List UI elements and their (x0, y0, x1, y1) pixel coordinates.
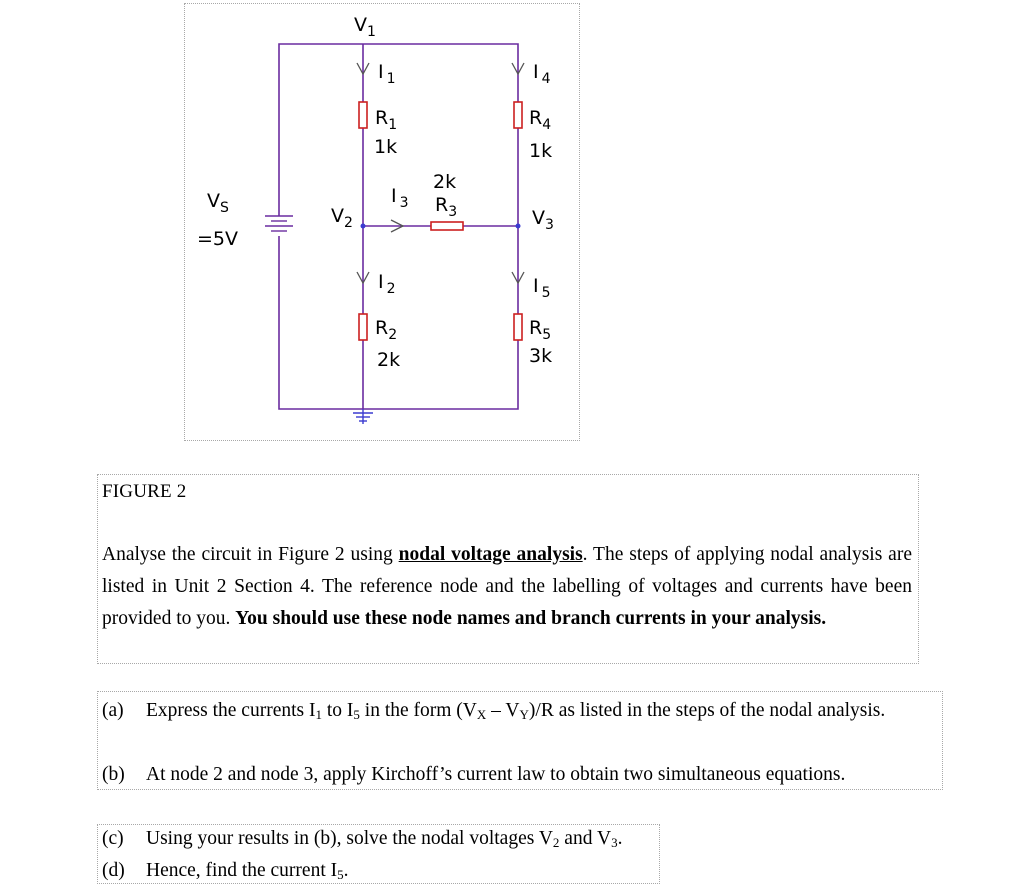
ground-symbol (353, 409, 373, 424)
node-v2-dot (361, 224, 366, 229)
r4-value: 1k (529, 140, 553, 162)
figure-title: FIGURE 2 (102, 481, 187, 502)
resistor-r2 (359, 314, 367, 340)
i3-label: I $_3$ (391, 185, 409, 211)
i1-label: I $_1$ (378, 61, 396, 87)
question-d-text: Hence, find the current $I_5$. (146, 860, 349, 882)
v2-label: $V_2$ (331, 205, 353, 231)
vs-value: =5V (197, 228, 239, 250)
resistor-r3 (431, 222, 463, 230)
r1-value: 1k (374, 136, 398, 158)
i5-label: I $_5$ (533, 275, 551, 301)
r1-label: $R_1$ (375, 107, 398, 133)
r3-value: 2k (433, 171, 457, 193)
question-c-label: (c) (102, 828, 124, 849)
node-v3-dot (516, 224, 521, 229)
r2-value: 2k (377, 349, 401, 371)
r5-label: $R_5$ (529, 317, 552, 343)
question-c-text: Using your results in (b), solve the nodal voltages $V_2$ and $V_3$. (146, 828, 623, 850)
instruction-bold: You should use these node names and branch currents in your analysis. (235, 608, 827, 629)
circuit-diagram (185, 4, 581, 442)
v3-label: $V_3$ (532, 207, 554, 233)
source-symbol (265, 216, 293, 231)
v1-label: $V_1$ (354, 14, 376, 40)
i4-label: I $_4$ (533, 61, 551, 87)
resistor-r4 (514, 102, 522, 128)
r3-label: $R_3$ (435, 194, 458, 220)
question-d-label: (d) (102, 860, 125, 881)
question-b-label: (b) (102, 764, 125, 785)
question-b (102, 759, 938, 791)
question-a-text: Express the currents $I_1$ to $I_5$ in the form $(V_X - V_Y)/R$ as listed in the steps of the nodal analysis. (146, 700, 886, 722)
questions-c-d (97, 824, 660, 884)
circuit-figure (184, 3, 580, 441)
resistor-r5 (514, 314, 522, 340)
question-b-text: At node 2 and node 3, apply Kirchoff’s current law to obtain two simultaneous equations. (146, 764, 846, 785)
figure-paragraph: Analyse the circuit in Figure 2 using nodal voltage analysis. The steps of applying nodal analysis are listed in Unit 2 Section 4. The reference node and the labelling of voltages and currents have been provided to you. You should use these node names and branch currents in your analysis. (102, 544, 912, 629)
r2-label: $R_2$ (375, 317, 398, 343)
figure-description (97, 474, 919, 664)
question-c (102, 823, 658, 855)
question-d (102, 855, 658, 887)
question-a-label: (a) (102, 700, 124, 721)
question-a (102, 695, 938, 759)
r4-label: $R_4$ (529, 107, 552, 133)
r5-value: 3k (529, 345, 553, 367)
nodal-analysis-term: nodal voltage analysis (398, 544, 583, 565)
vs-label: $V_S$ (207, 190, 229, 216)
resistor-r1 (359, 102, 367, 128)
questions-a-b (97, 691, 943, 790)
i2-label: I $_2$ (378, 271, 396, 297)
